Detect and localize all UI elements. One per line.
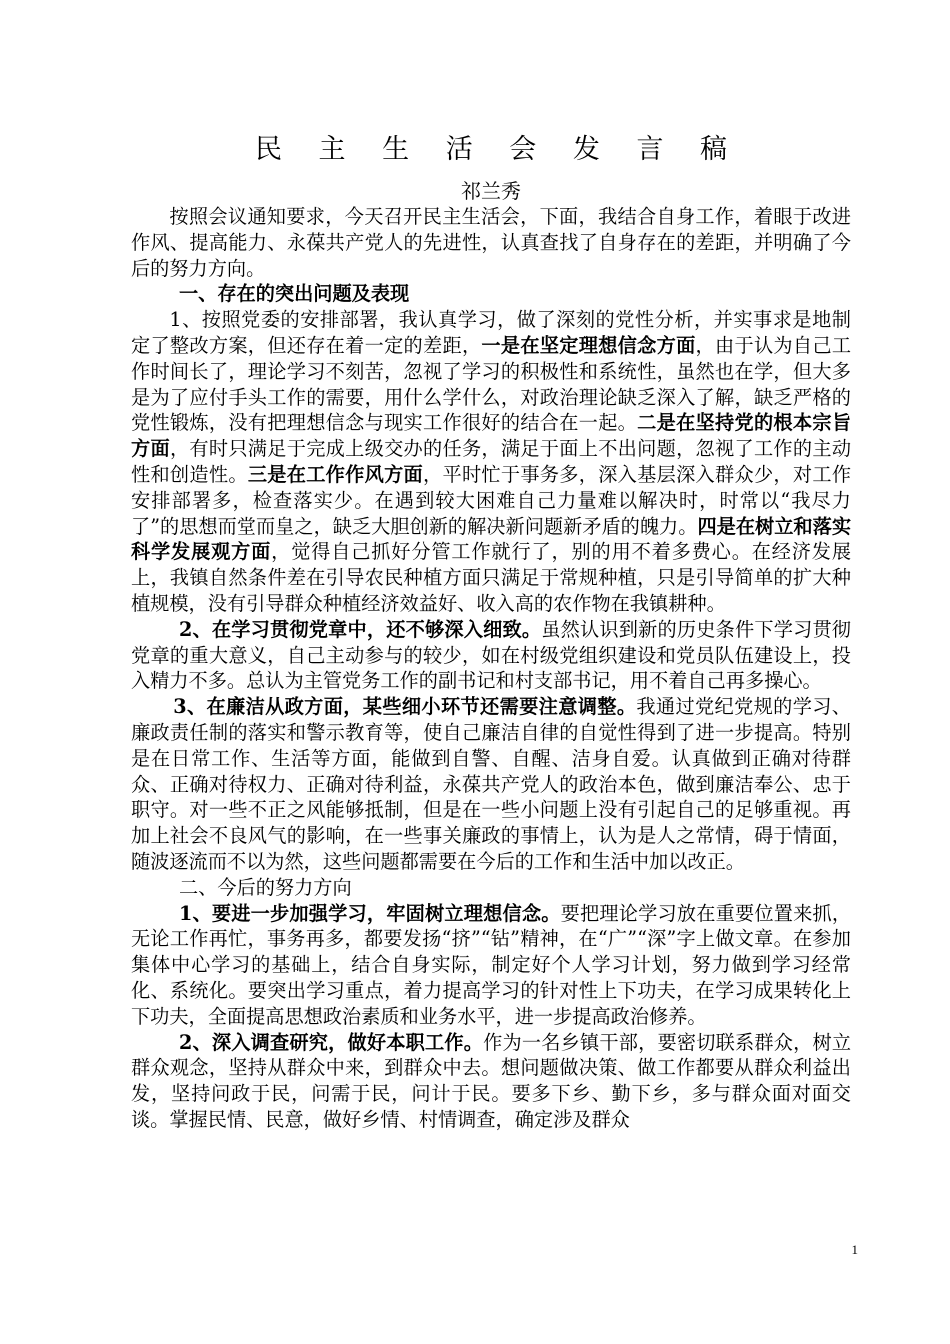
paragraph-emphasis: 四是在树立和落实科学发展观方面 [131, 514, 852, 564]
paragraph-text: ，觉得自己抓好分管工作就行了，别的用不着多费心。在经济发展上，我镇自然条件差在引导农民种植方面只满足于常规种植，只是引导简单的扩大种植规模，没有引导群众种植经济效益好、收入高的农作物在我镇耕种。 [131, 540, 852, 615]
paragraph-emphasis: 3、在廉洁从政方面，某些细小环节还需要注意调整。 [173, 695, 637, 719]
paragraph-text: ，平时忙于事务多，深入基层深入群众少，对工作安排部署多，检查落实少。在遇到较大困难自己力量难以解决时，时常以“我尽力了”的思想而堂而皇之，缺乏大胆创新的解决新问题新矛盾的魄力。 [131, 462, 852, 538]
document-title: 民 主 生 活 会 发 言 稿 [254, 134, 742, 165]
paragraph-emphasis: 2、在学习贯彻党章中，还不够深入细致。 [179, 617, 542, 641]
paragraph-text: ，有时只满足于完成上级交办的任务，满足于面上不出问题，忽视了工作的主动性和创造性。 [131, 437, 852, 486]
paragraph-emphasis: 三是在工作作风方面 [247, 462, 424, 486]
page-number: 1 [851, 1242, 858, 1257]
paragraph-1-2 [131, 617, 851, 694]
paragraph-2-1 [131, 901, 851, 1030]
paragraph-emphasis: 一是在坚定理想信念方面 [481, 333, 696, 357]
paragraph-text: 作为一名乡镇干部，要密切联系群众，树立群众观念，坚持从群众中来，到群众中去。想问题做决策、做工作都要从群众利益出发，坚持问政于民，问需于民，问计于民。要多下乡、勤下乡，多与群众面对面交谈。掌握民情、民意，做好乡情、村情调查，确定涉及群众 [131, 1030, 852, 1131]
paragraph-emphasis: 1、要进一步加强学习，牢固树立理想信念。 [179, 901, 561, 925]
paragraph-text: 虽然认识到新的历史条件下学习贯彻党章的重大意义，自己主动参与的较少，如在村级党组织建设和党员队伍建设上，投入精力不多。总认为主管党务工作的副书记和村支部书记，用不着自己再多操心。 [131, 617, 851, 693]
paragraph-text: ，由于认为自己工作时间长了，理论学习不刻苦，忽视了学习的积极性和系统性，虽然也在学，但大多是为了应付手头工作的需要，用什么学什么，对政治理论缺乏深入了解，缺乏严格的党性锻炼，没有把理想信念与现实工作很好的结合在一起。 [131, 333, 852, 435]
paragraph-emphasis: 二是在坚持党的根本宗旨方面 [131, 411, 852, 461]
paragraph-2-2 [131, 1030, 851, 1133]
section-heading-2: 二、今后的努力方向 [179, 875, 352, 899]
intro-paragraph: 按照会议通知要求，今天召开民主生活会，下面，我结合自身工作，着眼于改进作风、提高能力、永葆共产党人的先进性，认真查找了自身存在的差距，并明确了今后的努力方向。 [131, 205, 851, 280]
document-author: 祁兰秀 [461, 179, 521, 203]
paragraph-emphasis: 2、深入调查研究，做好本职工作。 [179, 1030, 484, 1054]
section-heading-1: 一、存在的突出问题及表现 [179, 282, 410, 306]
paragraph-1-1 [131, 307, 851, 617]
paragraph-text: 要把理论学习放在重要位置来抓，无论工作再忙，事务再多，都要发扬“挤”“钻”精神，在“广”“深”字上做文章。在参加集体中心学习的基础上，结合自身实际，制定好个人学习计划，努力做到学习经常化、系统化。要突出学习重点，着力提高学习的针对性上下功夫，在学习成果转化上下功夫，全面提高思想政治素质和业务水平，进一步提高政治修养。 [131, 901, 852, 1028]
paragraph-text: 我通过党纪党规的学习、廉政责任制的落实和警示教育等，使自己廉洁自律的自觉性得到了进一步提高。特别是在日常工作、生活等方面，能做到自警、自醒、洁身自爱。认真做到正确对待群众、正确对待权力、正确对待利益，永葆共产党人的政治本色，做到廉洁奉公、忠于职守。对一些不正之风能够抵制，但是在一些小问题上没有引起自己的足够重视。再加上社会不良风气的影响，在一些事关廉政的事情上，认为是人之常情，碍于情面，随波逐流而不以为然，这些问题都需要在今后的工作和生活中加以改正。 [131, 695, 851, 873]
paragraph-1-3 [131, 694, 851, 875]
paragraph-text: 1、按照党委的安排部署，我认真学习，做了深刻的党性分析，并实事求是地制定了整改方案，但还存在着一定的差距， [131, 308, 851, 357]
document-body [131, 130, 851, 1133]
